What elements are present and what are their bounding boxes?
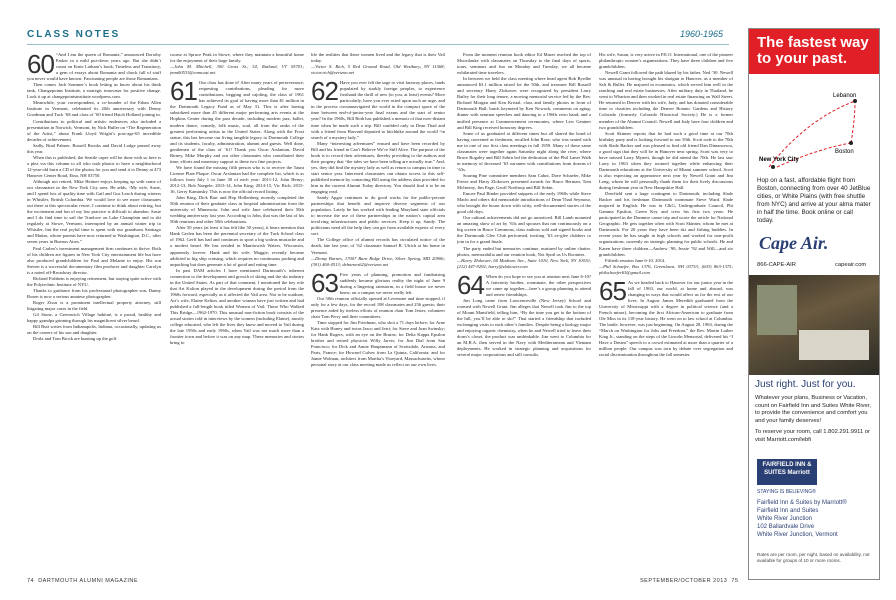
year-61: 61 — [170, 76, 197, 107]
signature: —John M. Mitchell, 300 Gross St., 34, Rutland, VT 05701; jmm00533@comcast.net — [170, 64, 304, 76]
paragraph: Have you ever felt the urge to visit faraway places, lands populated by starkly foreign peoples, to experience firsthand the thrill of new (to you, at least) events? More particularly, have you ever acted upon such an urge, and in the process circumnavigated the world in the compact space of the time between end-of-junior-year final exams and the start of senior year? In the 1960s, Bill Roth has published a memoir of that now-distant time when he made such a trip. Bill confided only in Dean Thad and with a friend from Harvard departed to hitchhike around the world “in search of a mystery lady.” — [311, 80, 445, 140]
flight-path-boston-lebanon — [851, 101, 855, 143]
footer-right — [640, 578, 739, 584]
paragraph: Dorla and Tom Brock are burning up the golf — [33, 336, 117, 342]
paragraph: The College office of alumni records has circulated notice of the death, late last year, of ’62 classmate Samuel B. Ulrich at his home in Vermont. — [311, 237, 445, 255]
paragraph: Emcee Paul Binder provided snippets of the early 1960s while Steve Macht and others did memorable introductions of Dean Thad Seymour, who brought the house down with witty, well-documented stories of the good old days. — [457, 191, 591, 215]
paragraph: From the moment reunion book editor Ed Mazer reached the top of Moosilauke with classmates on Thursday to the final days of sports, tours, seminars and fun on Monday and Tuesday, we all became exhilarated time travelers. — [457, 52, 591, 76]
city-nyc-label: New York City — [759, 157, 799, 163]
paragraph: Paul Carlen’s investment management firm continues to thrive. Both of his children are figures in New York City entertainment life but have also produced grandchildren for Paul and Melanie to enjoy. His son Steven is a successful documentary film producer and daughter Carolyn is a noted off-Broadway director. — [27, 245, 161, 275]
paragraph: As we headed back to Hanover for our junior year in the fall of 1963, our world, at home and abroad, was changing in ways that would affect us for the rest of our lives. In August James Meredith graduated from the University of Mississippi with a degree in political science (and a French minor), becoming the first African-American to graduate from Ole Miss in its 118-year history. He went on to law school at Columbia. The battle, however, was just beginning. On August 28, 1963, during the “March on Washington for Jobs and Freedom,” the Rev. Martin Luther King Jr., standing on the steps of the Lincoln Memorial, delivered his “I Have a Dream” speech to a crowd estimated at more than a quarter of a million people. Our campus was torn by debate over segregation and racial discrimination throughout the fall semester. — [599, 279, 733, 358]
ad-banner — [749, 29, 879, 74]
column-3 — [311, 52, 445, 576]
paragraph: In between we held the class meeting where head agent Bob Byrdhe announced $3.1 million raised for the 50th, and treasurer Bill Russell and secretary Harry Zlokower were recognized by president Larry Bailey for their long tenure, a moving memorial service led by the Rev. Richard Morgan and Ken Kristal; class and family photos in front of Dartmouth Hall; lunch keynoted by Ken Nowack, comments on aging; dinner with seminar speeches and dancing to a 1960s retro band; and a unified presence at Commencement ceremonies, where Lew Gentner and Bill King received honorary degrees. — [457, 76, 591, 130]
page-number-left: 74 — [27, 578, 35, 584]
year-62: 62 — [311, 76, 338, 107]
hotel-line: 102 Ballardvale Drive — [757, 524, 815, 530]
paragraph: Deerfield sent a large contingent to Dartmouth, including Slade Backer and his freshman Dartmouth roommate Steve Ward. Slade majored in English. He was in C&G, Undergraduate Council, Phi Gamma Epsilon, Green Key and crew his first two years. He participated in the Dunmire canoe trip and wrote the article for National Geographic. He gets together often with Scott Skinner, whom he met at Dartmouth. For 20 years they have been ski and fishing buddies. In recent years he has taught in high schools and worked for non-profit organizations, currently on strategic planning for public schools. He and Karen have three children—Andrew ’90, Jessie ’92 and Will—and six grandchildren. — [599, 191, 733, 257]
years-header: 1960-1965 — [680, 29, 724, 39]
hotel-line: Fairfield Inn and Suites — [757, 508, 819, 514]
paragraph: Newell Grant followed the path blazed by his father, Ned ’30. Newell was unusual in having brought his shotgun to Hanover, as a member of Salt & Bullet. He majored in economics, which served him well in the ranching and real estate businesses. After military duty in Thailand, he went to Wharton and then worked in real estate financing on Wall Street. He returned to Denver with his wife, Judy, and has donated considerable time to charities including the Denver Botanic Gardens and History Colorado (formerly Colorado Historical Society.) He is a former member of the Alumni Council. Newell and Judy have four children and two grandchildren. — [599, 70, 733, 130]
ad-body: Hop on a fast, affordable flight from Boston, connecting from over 40 JetBlue cities, or White Plains (with free shuttle from NYC) and arrive at your alma mater in half the time. Book online or call today. — [757, 177, 871, 224]
paragraph: Jim Long came from Lawrenceville (New Jersey) School and roomed with Newell Grant. Jim alleges that Newell took Jim to the top of Mount Mansfield, telling him, “By the time you get to the bottom of the hill, you’ll be able to ski!” That started a friendship that included exchanging visits to each other’s families. Despite being a biology major and enjoying organic chemistry, when he and Newell tried to leave their dorm’s closet, the product was undrinkable. Jim went to Columbia for an M.B.A. then served in the Navy with Mediterranean and Vietnam deployments. He worked in strategic planning and acquisitions for several major corporations and still consults. — [457, 297, 591, 358]
ad2-reserve[interactable]: To reserve your room, call 1.802.291.9911 or visit Marriott.com/lebfi — [755, 429, 870, 443]
flight-path-ny-boston — [777, 143, 851, 167]
boston-dot — [849, 141, 853, 145]
photo-window — [757, 285, 797, 335]
paragraph: Sadly, Brad Palmer, Russell Brooks and David Lodge passed away this year. — [27, 142, 161, 154]
city-lebanon-label: Lebanon — [833, 93, 857, 99]
paragraph: Five years of planning, promotion and fundraising suddenly became glorious reality the night of June 9 during a lingering rainstorm, in a field house we never knew, on a campus we never really left. — [339, 271, 445, 295]
paragraph: life the realities that these women lived and the legacy that is their Vail today. — [311, 52, 445, 64]
paragraph: Meanwhile, your correspondent, a co-founder of the Ethan Allen Institute in Vermont, celebrated its 20th anniversary with Denny Goodman and Tuck ’68 and class of ’60 friend Hatch Holland joining in. — [27, 100, 161, 118]
ad2-body — [755, 395, 873, 444]
paragraph: Time stopped for Jim Friedman, who shot a 71 days before; for Arne Katz with Honey and twins Jasco and Jerri; for Steve and Joan Swinsky; for Hank Rogers, with an eye on the Bruins; for Delta Kappa Epsilon brother and retired physicist Willy Jarvis; for Jim Dial from San Francisco; for Dick and Annie Hauptmann of Scottsdale, Arizona, and Paris, France; for Howard Culver from La Quinta, California; and for Jamie Wolman, architect from Martha’s Vineyard, Massachusetts, whose personal story at our class meeting made us reflect on our own lives. — [311, 320, 445, 368]
hotel-line: White River Junction, Vermont — [757, 532, 838, 538]
paragraph: After 50 years (at least it has felt like 50 years), it bears mention that Hank Gerfen has been the perennial secretary of the Tuck School class of 1962. Gerff has had and continues to sport a big walrus mustache and a modest beard. He has resided in Manitowish Waters, Wisconsin, apparently forever. Hank and his wife, Maggie, recently became addicted to big ship cruising, which requires no continuous packing and unpacking but does generate a lot of good and eating time. — [170, 225, 304, 267]
paragraph: Many “interesting adventures” ensued and have been recorded by Bill and his friend in Can’t Believe We’re Still Alive. The purpose of the book is to record their adventures, thereby providing to the authors and their progeny that “the tales we have been telling are actually true.” And, yes, they did find the mystery lady as well as return to campus in time to start senior year. Interested classmates can obtain access to this self-published memoir by contacting Bill using the address data provided for him in the current Alumni Today directory. You should find it to be an engaging read. — [311, 140, 445, 195]
route-map — [757, 79, 871, 174]
paragraph: Although not retired, Mike Heitner enjoys keeping up with some of our classmates in the New York City area. He adds, “My wife, Susie, and I spend lots of quality time with Gail and Gus Leach during winters in Whistler, British Columbia. We would love to see more classmates out there at this spectacular resort. I continue to think about retiring, but the excitement and fun of my law practice is difficult to abandon. Susie and I do find time to sail the Truelove on Lake Champlain and to ski regularly at Stowe, Vermont, interrupted by an annual winter trip to Whistler, but the real joyful time is spent with our grandsons Santiago and Matias, whose parents have now returned to Washington, D.C., after seven years in Buenos Aires.” — [27, 178, 161, 245]
paragraph: In past DAM articles I have mentioned Dartmouth’s inherent connection to the development and growth of skiing and the ski industry in the United States. As part of that comment, I mentioned the key role that Art Kolton played in the development during the period from the 1960s forward, especially as it affected the Vail area. Not to be outdone, Art’s wife, Elaine Kelton, and another woman have just written and had published a full-length book titled Women of Vail: Those Who Walked This Bridge—1962-1970. This unusual non-fiction book consists of the actual stories told in interviews by the women (including Elaine), mostly college educated, who left the lives they knew and moved to Vail during the late 1950s and early 1960s, when Vail was not much more than a frontier town and before it was on any map. These memories and stories bring to — [170, 267, 304, 346]
paragraph: The party ended but memories continue, nurtured by online chatter, photos, memorabilia and our reunion book, Not Spoil us Us Roomies. — [457, 245, 591, 257]
lebanon-dot — [853, 99, 857, 103]
paragraph: Our class has done it! After many years of perseverance, requesting contributions, pleading for more contributions, begging and cajoling, the class of 1961 has achieved its goal of having more than $1 million in the Dartmouth Legacy Fund as of May 31. This is after having subsidized more than 45 different major performing arts events at the Hopkins Center during the past decade, including modern jazz, ballet, modern dance, comedy, folk music, soul, all from the ranks of the greatest performing artists in the United States. Along with the Frost statue, this has become our living tangible legacy to Dartmouth College and its students, faculty, administration, alumni and guests. Well done, gentlemen of the class of ’61! Thank you Oscar Arslanian, David Birney, Mike Murphy and our other classmates who contributed their time, efforts and monetary support to these two fine projects. — [170, 80, 304, 164]
paragraph: Gil Stone, a Greenwich Village habitué, is a proud, healthy and happy grandpa grinning through his magnificent silver beard. — [27, 312, 161, 324]
footer-left — [27, 578, 138, 584]
cape-air-logo: Cape Air. — [759, 233, 829, 253]
header-rule — [27, 44, 729, 45]
photo-bed — [799, 330, 869, 360]
paragraph: Bill Butt writes from Indianapolis, Indiana, occasionally, updating us on the careers of his son and daughter. — [27, 324, 161, 336]
year-64: 64 — [457, 269, 484, 300]
paragraph: Richard Fishbein is enjoying retirement, but staying quite active with the Polytechnic Institute of NYU. — [27, 275, 161, 287]
paragraph: Soaring Pine committee members Sam Cabot, Dave Schaefer, Mike Frieze and Harry Zlokower presented awards for Bruce Berman, Tom McInerny, Jim Page, Geoff Northrop and Bill Sobin. — [457, 172, 591, 191]
column-5 — [599, 52, 733, 576]
paragraph: course at Spruce Peak in Stowe, where they maintain a beautiful home for the enjoyment of their large family. — [170, 52, 304, 64]
paragraph: We have found the missing fifth person who is to receive the Taunt License Plate Plaque. Oscar Arslanian had the complete list, which is as follows from July 1 in June 30 of each year: 2011-12, John Henry; 2012-13, Bob Naegele; 2013-14, John King; 2014-15, Vic Rich; 2015-16, Gerry Kaminsky. This is now the official record listing. — [170, 164, 304, 195]
paragraph: Fiftieth reunion June 6-10, 2014. — [605, 257, 666, 263]
ad2-body-text: Whatever your plans, Business or Vacation, count on Fairfield Inn and Suites White River, to provide the convenience and comfort you and your family deserves! — [755, 395, 871, 424]
year-60: 60 — [27, 52, 54, 79]
paragraph: Our cultural achievements did not go unnoticed. Bill Lamb mounted an amazing show of art by ’63s and spouses that ran continuously on a big screen in Bruce Commons, class authors sold and signed books and the Dartmouth Glee Club performed, inviting ’63 ex-glee clubbers to join in for a grand finale. — [457, 215, 591, 245]
paragraph: Our 50th reunion officially opened at Levenone and time stopped, if only for a few days, for the record 198 classmates and 256 guests; their presence aided by tireless efforts of reunion chair Tom Jester, volunteer chair Tom Perry and their committees. — [311, 295, 445, 319]
ad-fine-print: Rates are per room, per night, based on availability, not available for groups of 10 or more rooms. — [757, 552, 870, 563]
fairfield-logo: FAIRFIELD INN & SUITES Marriott — [757, 459, 817, 485]
city-boston-label: Boston — [835, 149, 854, 155]
paragraph: Sandy Apgar continues to do good works for the public-private partnerships that benefit and improve diverse segments of our population. Lately he has worked with leading Maryland state officials to increase the use of these partnerships in the nation’s capital area involving infrastructures and public services. Keep it up, Sandy. The politicians need all the help they can get from available experts of every sort. — [311, 195, 445, 237]
section-header: CLASS NOTES — [27, 29, 121, 40]
signature: —Harry Zlokower, 60 Madison Ave., Suite 1010, New York, NY 10010; (212) 447-9292; harry@zlokower.com — [457, 257, 591, 269]
ad-phone: 866-CAPE-AIR — [757, 262, 796, 268]
paragraph: Then comes Jack Sommer’s book letting us know about his think tank, Changepoints Institute, a strategic innovator for positive change. Look it up at changepointsinstitute.wordpress.com. — [27, 82, 161, 100]
hotel-room-photo — [749, 275, 879, 375]
issue-date: SEPTEMBER/OCTOBER 2013 — [640, 578, 728, 584]
signature: —Denny Barnes, 17007 Burn Ridge Drive, Silver Spring, MD 20906; (301) 460-4513; debarnes62@verizon.net — [311, 255, 445, 267]
signature: —Phil Schaefer, Box 1376, Greenlawn, NH 03753; (603) 863-1375; philschaefer63@gmail.com — [599, 263, 733, 275]
paragraph: His wife, Susan, is very active in P.E.O. International, one of the pioneer philanthropic women’s organizations. They have three children and five grandchildren. — [599, 52, 733, 70]
page-number-right: 75 — [731, 578, 739, 584]
paragraph: John King, Dick Barr and Hop Hollenberg recently completed the 50th reunion of their graduate class in hospital administration from the university of Minnesota. John and wife Jane celebrated their 50th wedding anniversary last year. According to John, that was the last of his 50th reunions and other 50th celebrations. — [170, 195, 304, 225]
ad2-title: Just right. Just for you. — [755, 379, 856, 390]
paragraph: Thanks to guidance from his professional photographer son, Danny Rosen is now a serious amateur photographer. — [27, 287, 161, 299]
paragraph: “And I am the queen of Romania,” announced Dorothy Parker in a mild put-down years ago. But she didn’t count on Ernie Latham’s book, Timeless and Transitory, a gem of essays about Romania and chock full of stuff you never would have known. Fascinating people are those Romanians. — [27, 52, 161, 82]
year-65: 65 — [599, 275, 626, 306]
paragraph: Some of us graduated at different times but all shared the bond of having convened as freshmen, recalled John Rose, who was seated with me in one of our first class meetings in fall 1959. Many of these same classmates were together again Saturday night along the river, where Bruce Bogaley and Bill Sobin led the dedication of the Phil Laner Walk in memory of deceased ’63 oarsmen with contributions from dozens of ’63s. — [457, 130, 591, 172]
fairfield-tagline: STAYING IS BELIEVING® — [757, 489, 816, 495]
column-2 — [170, 52, 304, 576]
column-4 — [457, 52, 591, 576]
ad-website[interactable]: capeair.com — [835, 262, 867, 268]
paragraph: Roger Zissu is a prominent intellectual property attorney, still litigating major cases in the field. — [27, 299, 161, 311]
year-63: 63 — [311, 267, 338, 298]
paragraph: When do you hope to see you at reunion next June 6-10? A fraternity brother, roommate, the other perspectives we came up together—here’s a group planning to attend and renew friendships. — [485, 273, 591, 297]
hotel-line: White River Junction — [757, 516, 813, 522]
advertisement[interactable] — [748, 28, 880, 580]
paragraph: When this is published, the Seattle caper will be done with so here is a plea via this column to all who took photos to have a neighborhood 12-year-old burn a CD of the photos for you and send it to Denny at 473 Hanover Center Road, Etna, NH 03750. — [27, 154, 161, 178]
nyc-dot — [771, 165, 775, 169]
paragraph: Scott Skinner reports that he had such a good time at our 70th birthday party and is looking forward to our 50th. Scott rode to the 70th with Slade Backer and was pleased to find old friend Dan Dimancescu, a good sign that they will be in Hanover next spring. Scott was very to have missed Larry Mynett, though he did attend the 70th. He last saw Larry in 1963 when they roomed together while enhancing their Dartmouth educations at the University of Miami summer school. Scott is also expecting an appearance next year by Newell Grant and Jim Long, whom he will personally thank them for their lively discussions during freshman year in New Hampshire Hall. — [599, 130, 733, 191]
ad-headline: The fastest way to your past. — [757, 34, 869, 67]
signature: —Victor S. Rich, 5 Red Ground Road, Old Westbury, NY 11568; victor.rich@verizon.net — [311, 64, 445, 76]
magazine-title: DARTMOUTH ALUMNI MAGAZINE — [38, 578, 138, 584]
hotel-line: Fairfield Inn & Suites by Marriott® — [757, 500, 847, 506]
hotel-address — [757, 499, 875, 539]
column-1 — [27, 52, 161, 576]
paragraph: Contributions to political and artistic endeavors also included a presentation in Norwich, Vermont, by Nick Huller on “The Regeneration of the Artist,” about Frank Lloyd Wright’s post-age-65 incredible decades of achievement. — [27, 118, 161, 142]
